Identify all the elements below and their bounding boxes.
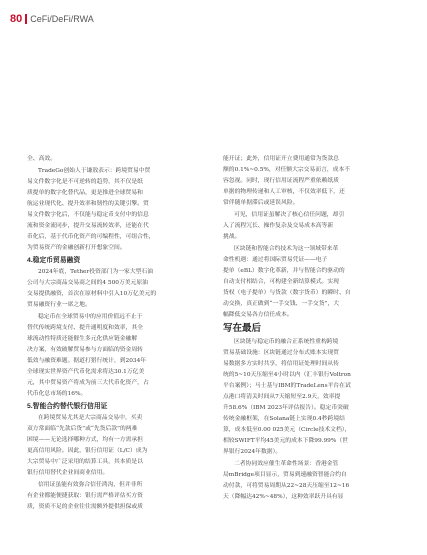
text-line: 易数据多方实时共享，将信用证处理时间从传 xyxy=(223,361,339,367)
text-line: 低效与融资难题。据道打猎行统计，到2034年 xyxy=(27,358,147,364)
text-line: 质，资质不足的企业往往需额外提供担保或质 xyxy=(27,504,143,510)
text-line: 容忽视。同时，现行信用证流程严重依赖纸质 xyxy=(223,178,339,184)
text-line: 动交换，真正做到“一手交钱、一手交货”，大 xyxy=(223,301,340,307)
text-line: 货权（电子提单）与货款（数字货币）的瞬时、自 xyxy=(223,290,351,296)
text-line: 区块链和智能合约技术为这一领域带来革 xyxy=(234,246,339,252)
text-line: 在跨境贸易尤其是大宗商品交易中，买卖 xyxy=(38,415,143,421)
text-line: 易文件数字化后，不仅能与稳定币支付中的信息 xyxy=(27,212,149,218)
text-line: TradeGo创始人于谦敖表示：跨境贸易中贸 xyxy=(38,168,151,174)
section-heading-conclusion: 写在最后 xyxy=(223,323,262,334)
text-line: 挑战。 xyxy=(223,234,241,240)
text-line: 代币化总市场的16%。 xyxy=(27,391,87,397)
text-line: 贸易基础设施：区块链通过分布式账本实现贸 xyxy=(223,350,339,356)
section-label: CeFi/DeFi/RWA xyxy=(30,14,94,24)
text-line: 动付款，可将贸易周期从22~28天压缩至12~16 xyxy=(223,483,350,489)
text-line: 全球现实世界资产代币化需求将达30.1万亿美 xyxy=(27,369,145,375)
text-line: 统的5~10天压缩至4小时以内（汇丰银行Voltron xyxy=(223,372,351,378)
text-line: 可见，信用证虽解决了核心信任问题，却引 xyxy=(234,212,345,218)
section-heading-smart-contracts: 5.智能合约替代银行信用证 xyxy=(27,403,108,410)
text-line: 大宗贸易中广泛采用的结算工具，其本质是以 xyxy=(27,459,143,465)
text-line: 平台案例）；马士基与IBM的TradeLens平台在试 xyxy=(223,383,351,389)
text-line: 币化后，基于代币化资产的可编程性，可组合性， xyxy=(27,234,155,240)
text-line: 二者协同效应催生革命性场景：香港金管 xyxy=(234,461,339,467)
text-line: 困境——无论选择哪种方式，均有一方需承担 xyxy=(27,437,143,443)
text-line: 双方常面临“先款后货”或“先货后款”的两难 xyxy=(27,426,138,432)
text-line: 额的0.1%~0.5%，对任额大宗交易而言，成本不 xyxy=(223,167,351,173)
text-line: 元，其中贸易资产将成为前三大代币化资产，占 xyxy=(27,380,149,386)
text-line: 有企业都能便捷获取：银行需严格评估买方资 xyxy=(27,493,143,499)
text-line: 质提单的数字化替代品，更是推进全球贸易和 xyxy=(27,190,143,196)
text-line: 升58.6%（IBM 2023年评估报告）。稳定币突破 xyxy=(223,405,349,411)
text-line: 流和资金流同步，提升交易流转效率，还能在代 xyxy=(27,223,149,229)
text-line: 易文件数字化是不可逆转的趋势，其不仅是纸 xyxy=(27,179,143,185)
page-number: 80 xyxy=(10,13,23,25)
text-line: 单据的物理传递和人工审核，不仅效率低下，还 xyxy=(223,189,345,195)
text-line: 贸易融资行业一席之地。 xyxy=(27,302,91,308)
text-line: 全、高效。 xyxy=(27,156,56,162)
text-line: 幅降低交易各方信任成本。 xyxy=(223,312,293,318)
text-line: 入了流程冗长、操作复杂及交易成本高等新 xyxy=(223,223,334,229)
text-line: 交易提供融资，首次在原材料中引入10万亿美元的 xyxy=(27,291,157,297)
text-line: 天（降幅达42%~48%），这种效率跃升具有显 xyxy=(223,494,344,500)
text-line: 算，成本低至0.00 025美元（Circle技术文档）， xyxy=(223,427,351,433)
section-heading-stablecoin-trade-finance: 4.稳定币贸易融资 xyxy=(27,257,81,264)
page-header xyxy=(10,12,94,26)
text-line: 命性机遇：通过将国际贸易凭证——电子 xyxy=(223,257,328,263)
text-line: 常伴随单据滞后或延误风险。 xyxy=(223,200,299,206)
text-line: 提单（eBL）数字化革新，并与智能合约驱动的 xyxy=(223,268,345,274)
text-line: 区块链与稳定币的融合正系统性重构跨境 xyxy=(234,339,339,345)
text-line: 自动支付相结合，可构建全新结算模式。实现 xyxy=(223,279,339,285)
text-line: 为贸易资产的金融创新打开想象空间。 xyxy=(27,245,126,251)
text-line: 局mBridge项目显示，贸易到速融资智能合约自 xyxy=(223,472,347,478)
text-line: 信用证虽能有效弥合信任鸿沟，但并非所 xyxy=(38,482,143,488)
header-separator xyxy=(25,14,27,24)
text-line: 传统金融框架，在Solana链上实现0.4秒跨境结 xyxy=(223,416,345,422)
text-line: 2024年底，Tether投资部门为一家大型石油 xyxy=(38,269,154,275)
text-line: 点港口将清关时间从7天缩短至2.9天，效率提 xyxy=(223,394,341,400)
text-line: 稳定币在全球贸易中的应用价值远不止于 xyxy=(38,314,143,320)
text-line: 界银行2024年数据）。 xyxy=(223,449,282,455)
text-line: 替代传统跨境支付、提升通明度和效率，其全 xyxy=(27,325,143,331)
text-line: 更高信用风险。因此，银行信用证（L/C）成为 xyxy=(27,448,148,454)
text-line: 能开证；此外，信用证开立费用通常为货款总 xyxy=(223,156,339,162)
text-line: 银行信用替代企业间商业信用。 xyxy=(27,470,109,476)
text-line: 公司与大宗商品交易商之间的4 500万美元原油 xyxy=(27,280,148,286)
text-line: 决方案，有效破解贸易参与方面临的资金周转 xyxy=(27,347,143,353)
text-line: 航运业现代化、提升效率和韧性的关键引擎。贸 xyxy=(27,201,149,207)
text-line: 球流动性特质还能催生多元化供应链金融解 xyxy=(27,336,138,342)
text-line: 相较SWIFT平均45美元的成本下降99.99%（世 xyxy=(223,438,348,444)
